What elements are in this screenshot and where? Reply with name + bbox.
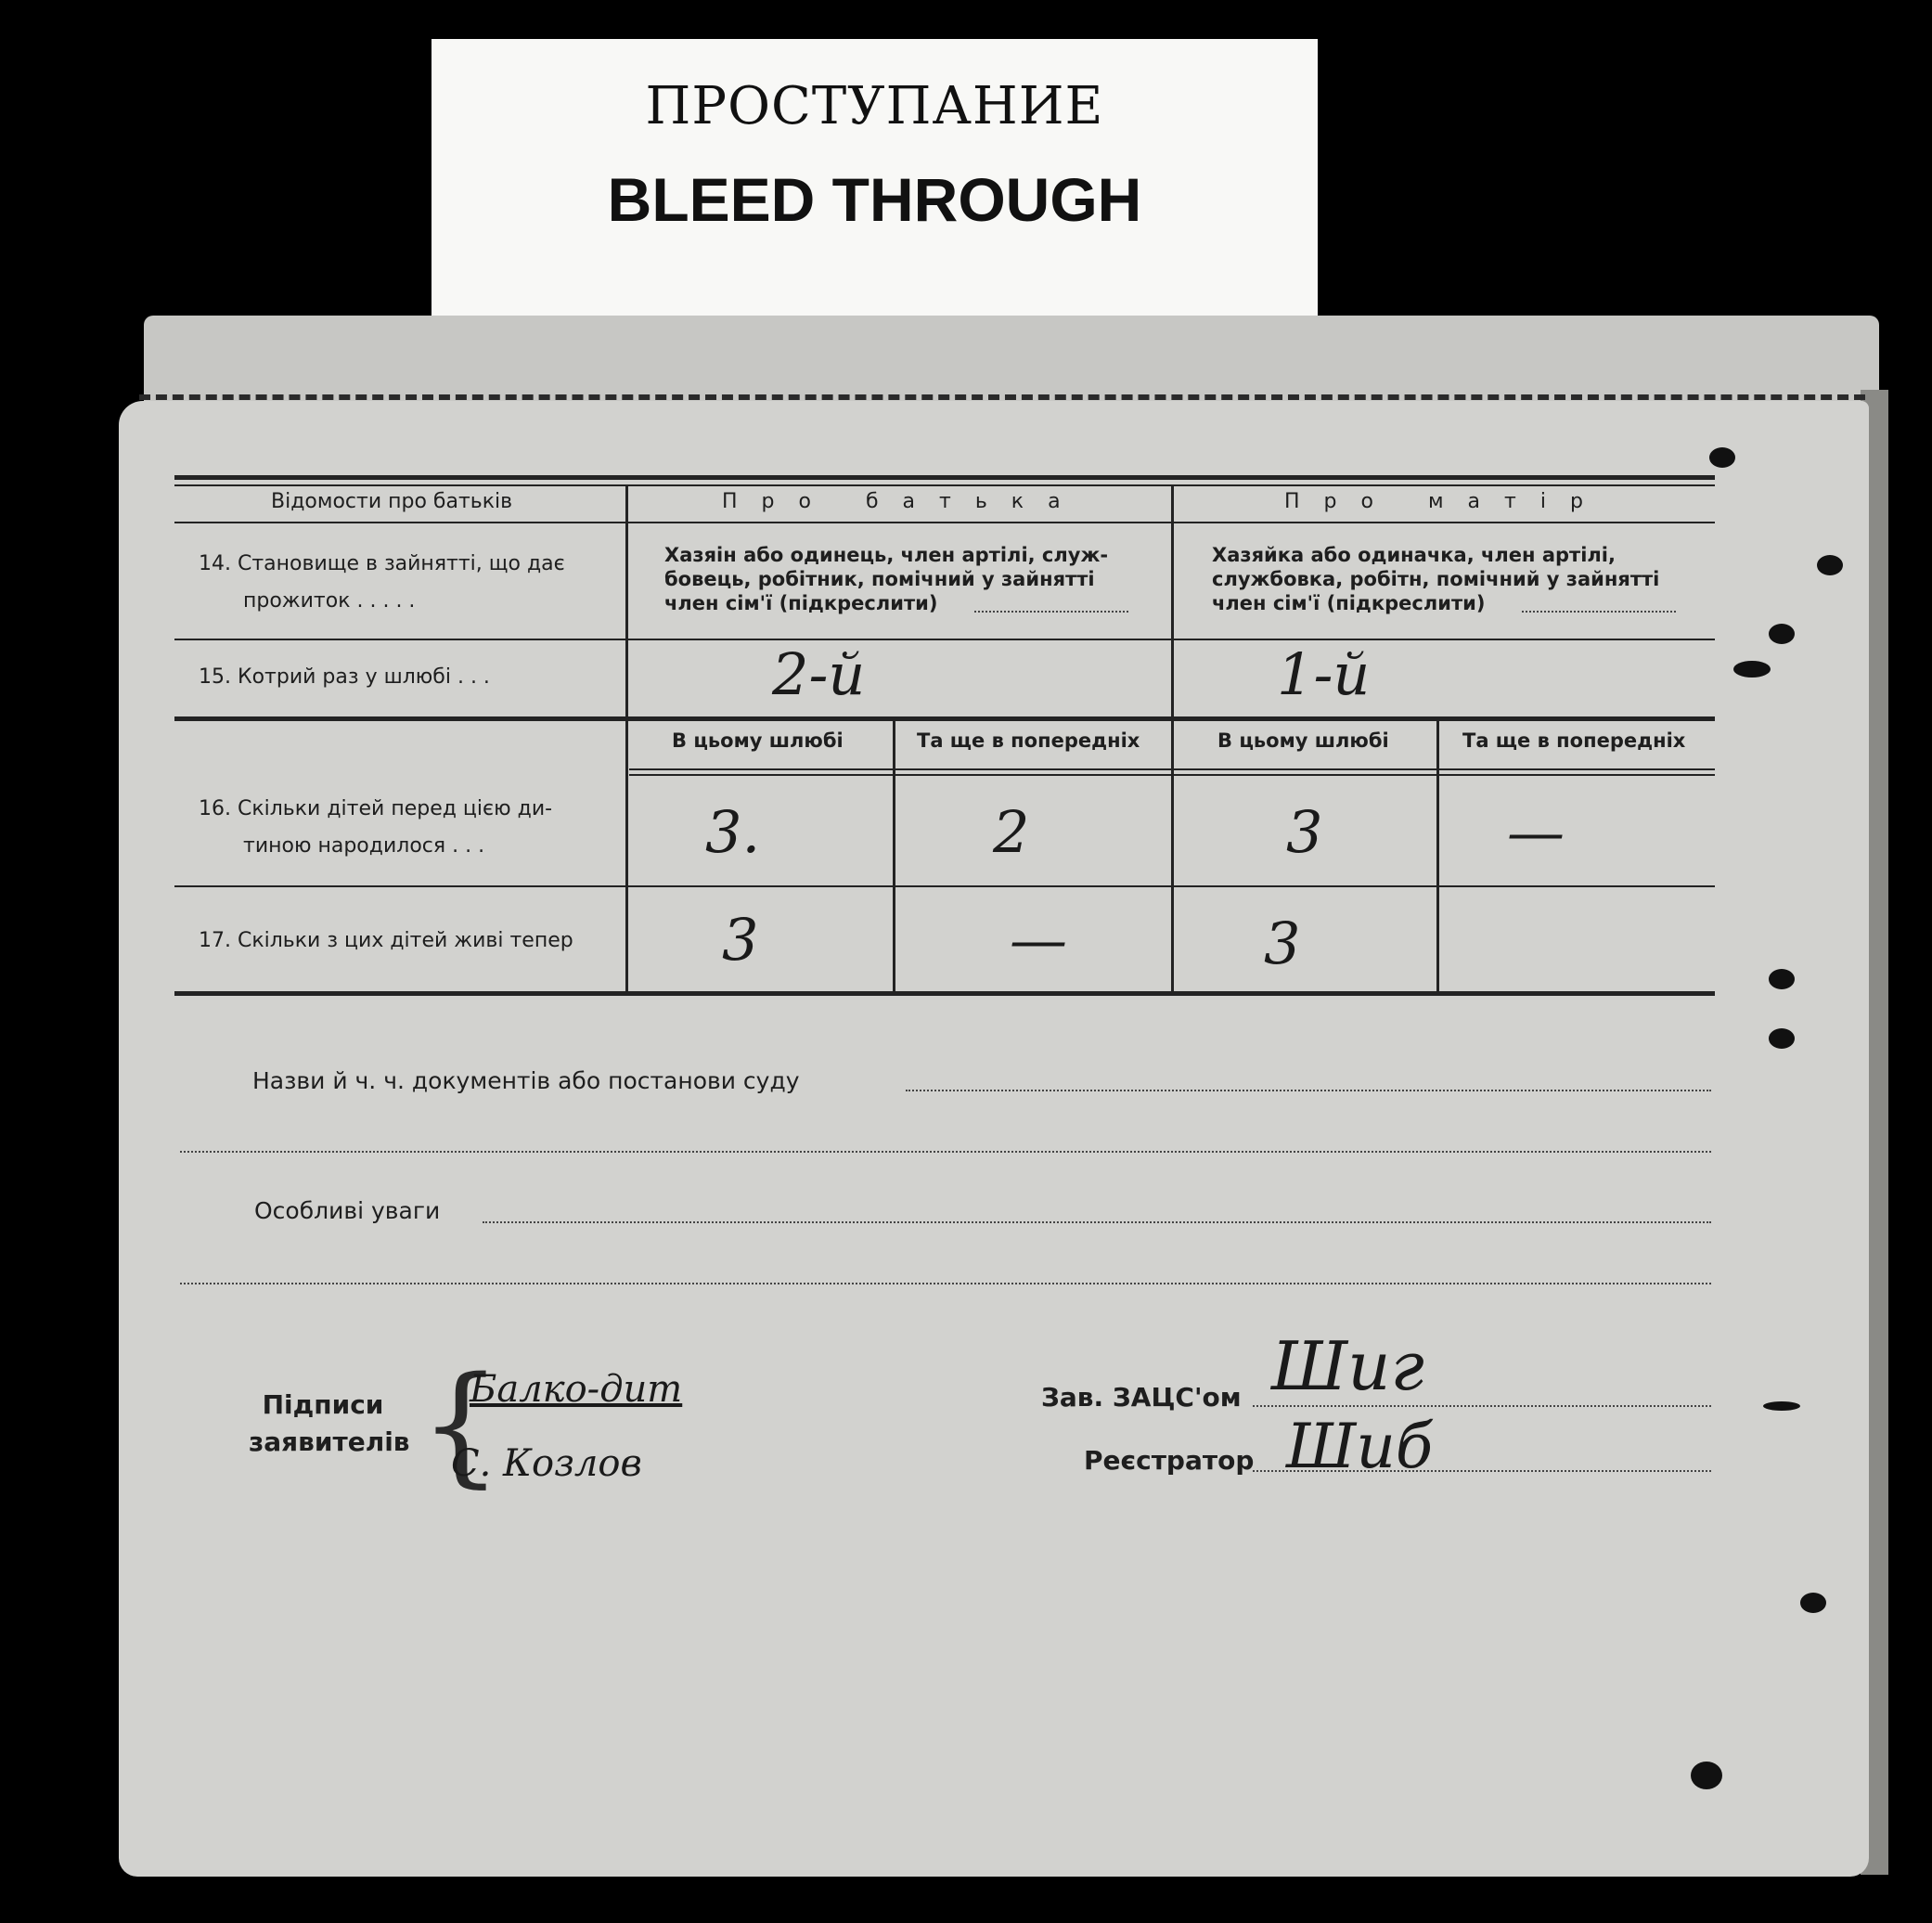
notes-label: Особливі уваги — [254, 1197, 441, 1224]
table-rule — [174, 716, 1715, 721]
subheader-mother-previous: Та ще в попередніх — [1462, 729, 1686, 752]
table-top-rule — [174, 475, 1715, 480]
row14-father-line2: бовець, робітник, помічний у зайнятті — [664, 568, 1095, 590]
row14-mother-line1: Хазяйка або одиначка, член артілі, — [1212, 544, 1616, 566]
notes-fill-line — [483, 1221, 1711, 1223]
head-registry-label: Зав. ЗАЦС'ом — [1041, 1382, 1242, 1413]
table-rule — [174, 522, 1715, 523]
signatures-label — [249, 1387, 410, 1461]
punch-hole — [1709, 447, 1735, 468]
applicant2-signature: С. Козлов — [451, 1442, 642, 1485]
row14-mother-fill-line — [1522, 611, 1676, 613]
row17-father-prev: — — [1010, 906, 1067, 974]
punch-hole — [1769, 969, 1795, 989]
notes-fill-line-2 — [180, 1283, 1711, 1284]
perforation-line — [139, 394, 1865, 400]
punch-hole — [1769, 624, 1795, 644]
table-rule — [174, 639, 1715, 640]
table-rule — [174, 885, 1715, 887]
row14-father-line3: член сім'ї (підкреслити) — [664, 592, 938, 614]
row16-mother-this: 3 — [1286, 798, 1323, 866]
row14-mother-line3: член сім'ї (підкреслити) — [1212, 592, 1486, 614]
row15-father-value: 2-й — [772, 640, 866, 708]
header-parents-info: Відомости про батьків — [271, 490, 513, 513]
form-sheet — [119, 401, 1869, 1877]
row14-father-fill-line — [974, 611, 1128, 613]
signatures-label-line2: заявителів — [249, 1426, 410, 1457]
table-divider — [1171, 484, 1174, 993]
table-divider — [1436, 716, 1439, 993]
label-english: BLEED THROUGH — [607, 165, 1142, 234]
head-signature: Шиг — [1271, 1327, 1424, 1405]
punch-hole — [1769, 1028, 1795, 1049]
punch-hole — [1800, 1593, 1826, 1613]
documents-label: Назви й ч. ч. документів або постанови суду — [252, 1067, 800, 1094]
documents-fill-line-2 — [180, 1151, 1711, 1153]
row16-mother-prev: — — [1507, 798, 1565, 866]
row14-label-line1: 14. Становище в зайнятті, що дає — [199, 552, 565, 575]
table-bottom-rule — [174, 991, 1715, 996]
punch-hole — [1691, 1762, 1722, 1789]
signatures-label-line1: Підписи — [262, 1389, 384, 1420]
header-about-father: Про батька — [722, 490, 1085, 513]
label-russian: ПРОСТУПАНИЕ — [645, 76, 1104, 136]
head-signature-line — [1253, 1405, 1711, 1407]
row14-mother-line2: службовка, робітн, помічний у зайнятті — [1212, 568, 1660, 590]
row15-mother-value: 1-й — [1277, 640, 1371, 708]
table-divider — [893, 716, 895, 993]
row16-label-line2: тиною народилося . . . — [243, 834, 485, 858]
signatures-brace: { — [419, 1349, 503, 1501]
subheader-father-this-marriage: В цьому шлюбі — [672, 729, 844, 752]
documents-fill-line — [906, 1090, 1711, 1091]
row16-father-prev: 2 — [993, 798, 1030, 866]
subheader-father-previous: Та ще в попередніх — [917, 729, 1140, 752]
row15-label: 15. Котрий раз у шлюбі . . . — [199, 665, 490, 689]
bleed-through-label-card — [431, 39, 1318, 317]
row17-label: 17. Скільки з цих дітей живі тепер — [199, 929, 573, 952]
subheader-mother-this-marriage: В цьому шлюбі — [1217, 729, 1389, 752]
header-about-mother: Про матір — [1284, 490, 1607, 513]
applicant1-signature: Балко-дит — [470, 1368, 683, 1411]
row17-father-this: 3 — [722, 906, 759, 974]
row17-mother-this: 3 — [1264, 910, 1301, 977]
punch-hole — [1733, 661, 1771, 678]
registrar-label: Реєстратор — [1084, 1445, 1255, 1476]
row16-father-this: 3. — [705, 798, 761, 866]
registrar-signature: Шиб — [1286, 1411, 1434, 1482]
row14-father-line1: Хазяін або одинець, член артілі, служ- — [664, 544, 1109, 566]
punch-hole — [1763, 1401, 1800, 1411]
row16-label-line1: 16. Скільки дітей перед цією ди- — [199, 797, 553, 820]
punch-hole — [1817, 555, 1843, 575]
table-divider — [625, 484, 628, 993]
row14-label-line2: прожиток . . . . . — [243, 589, 416, 613]
table-rule — [174, 484, 1715, 486]
